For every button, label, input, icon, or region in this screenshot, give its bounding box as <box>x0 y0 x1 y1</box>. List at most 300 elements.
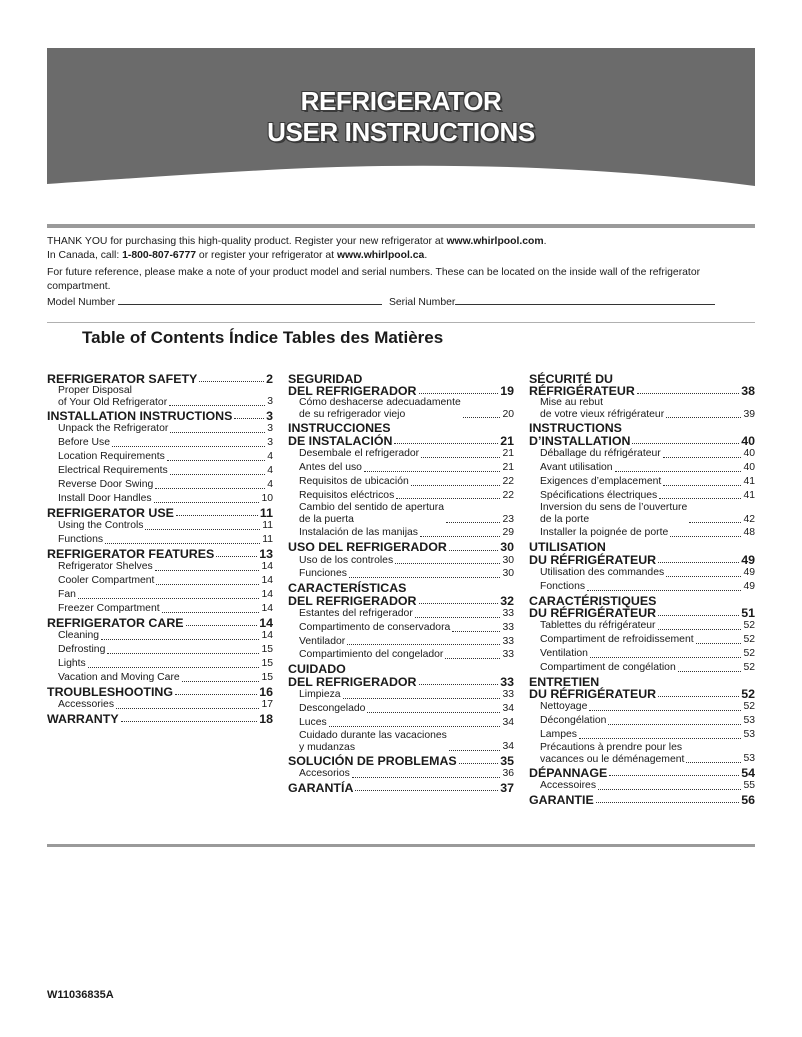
toc-page-number: 52 <box>743 701 755 712</box>
toc-subentry <box>529 447 755 461</box>
dot-leader <box>355 790 498 791</box>
dot-leader <box>632 443 739 444</box>
model-number-line <box>118 295 382 305</box>
toc-page-number: 3 <box>267 396 273 408</box>
dot-leader <box>116 708 259 709</box>
toc-section-entry <box>47 410 273 422</box>
toc-subentry <box>47 464 273 478</box>
toc-page-number: 53 <box>743 728 755 740</box>
serial-number-label: Serial Number <box>388 297 456 308</box>
dot-leader <box>349 577 500 578</box>
banner-title: REFRIGERATOR USER INSTRUCTIONS <box>267 86 535 147</box>
toc-section-entry <box>47 373 273 385</box>
dot-leader <box>449 550 498 551</box>
toc-page-number: 34 <box>502 716 514 728</box>
toc-entry-title: Mise au rebut de votre vieux réfrigérateur <box>540 397 665 421</box>
toc-subentry <box>47 588 273 602</box>
toc-subentry <box>529 580 755 594</box>
toc-page-number: 42 <box>743 513 755 525</box>
dot-leader <box>598 789 741 790</box>
toc-column-english <box>47 372 273 725</box>
toc-page-number: 4 <box>267 465 273 477</box>
toc-entry-title: Accessories <box>58 698 115 710</box>
toc-page-number: 52 <box>743 619 755 631</box>
toc-subentry <box>288 554 514 568</box>
dot-leader <box>658 562 739 563</box>
dot-leader <box>637 393 739 394</box>
toc-section-entry <box>288 755 514 767</box>
toc-page-number: 33 <box>502 607 514 619</box>
toc-subentry <box>529 742 755 766</box>
dot-leader <box>175 694 257 695</box>
toc-entry-title: Cleaning <box>58 629 100 641</box>
toc-entry-title: Antes del uso <box>299 461 362 473</box>
toc-page-number: 52 <box>743 661 755 673</box>
dot-leader <box>182 681 260 682</box>
toc-page-number: 11 <box>262 520 273 532</box>
dot-leader <box>155 570 260 571</box>
number-fields <box>47 295 759 310</box>
dot-leader <box>608 724 741 725</box>
dot-leader <box>347 644 500 645</box>
toc-page-number: 51 <box>741 605 755 620</box>
toc-page-number: 40 <box>743 447 755 459</box>
dot-leader <box>463 417 501 418</box>
dot-leader <box>162 612 260 613</box>
toc-page-number: 3 <box>267 437 273 449</box>
toc-subentry <box>288 716 514 730</box>
toc-page-number: 19 <box>500 384 514 399</box>
toc-entry-title: Desembale el refrigerador <box>299 447 420 459</box>
toc-subentry <box>288 447 514 461</box>
toc-page-number: 39 <box>743 408 755 420</box>
toc-subentry <box>47 643 273 657</box>
toc-page-number: 33 <box>502 688 514 700</box>
toc-section-entry <box>288 663 514 687</box>
toc-page-number: 3 <box>267 423 273 435</box>
toc-column-spanish <box>288 372 514 794</box>
toc-page-number: 30 <box>502 568 514 580</box>
toc-section-entry <box>529 422 755 446</box>
toc-entry-title: Compartiment de refroidissement <box>540 633 694 645</box>
toc-entry-title: Accesorios <box>299 767 350 779</box>
toc-subentry <box>47 698 273 712</box>
dot-leader <box>420 536 500 537</box>
canada-line: In Canada, call: 1-800-807-6777 or register your refrigerator at www.whirlpool.ca. <box>47 250 428 261</box>
toc-subentry <box>288 688 514 702</box>
toc-section-entry <box>529 676 755 700</box>
dot-leader <box>663 457 742 458</box>
toc-subentry <box>47 519 273 533</box>
toc-page-number: 4 <box>267 479 273 491</box>
dot-leader <box>367 712 500 713</box>
toc-page-number: 40 <box>741 433 755 448</box>
toc-section-entry <box>529 794 755 806</box>
toc-section-entry <box>47 686 273 698</box>
dot-leader <box>186 625 258 626</box>
toc-page-number: 15 <box>261 657 273 669</box>
toc-entry-title: Précautions à prendre pour les vacances ou le déménagement <box>540 741 685 765</box>
toc-entry-title: Cooler Compartment <box>58 574 155 586</box>
dot-leader <box>176 515 258 516</box>
dot-leader <box>596 802 739 803</box>
toc-section-entry <box>288 782 514 794</box>
title-banner <box>47 48 755 198</box>
toc-entry-title: Cómo deshacerse adecuadamente de su refrigerador viejo <box>299 397 461 421</box>
toc-entry-title: Requisitos eléctricos <box>299 489 395 501</box>
toc-subentry <box>529 526 755 540</box>
toc-subentry <box>47 450 273 464</box>
toc-page-number: 21 <box>500 433 514 448</box>
toc-entry-title: Spécifications électriques <box>540 489 658 501</box>
toc-page-number: 36 <box>502 767 514 779</box>
dot-leader <box>121 721 258 722</box>
toc-subentry <box>529 566 755 580</box>
toc-page-number: 15 <box>261 643 273 655</box>
toc-page-number: 18 <box>259 711 273 726</box>
toc-page-number: 30 <box>502 554 514 566</box>
dot-leader <box>459 763 499 764</box>
dot-leader <box>446 522 500 523</box>
dot-leader <box>234 418 264 419</box>
toc-page-number: 13 <box>259 546 273 561</box>
dot-leader <box>396 498 500 499</box>
dot-leader <box>170 432 265 433</box>
toc-page-number: 23 <box>502 513 514 525</box>
toc-entry-title: Using the Controls <box>58 520 144 532</box>
toc-page-number: 2 <box>266 372 273 386</box>
toc-page-number: 14 <box>259 615 273 630</box>
toc-page-number: 37 <box>500 780 514 795</box>
toc-subentry <box>47 436 273 450</box>
toc-subentry <box>47 671 273 685</box>
toc-subentry <box>529 502 755 526</box>
toc-subentry <box>288 397 514 421</box>
toc-page-number: 41 <box>743 489 755 501</box>
toc-entry-title: Defrosting <box>58 643 106 655</box>
toc-page-number: 49 <box>741 552 755 567</box>
toc-entry-title: INSTRUCTIONS D’INSTALLATION <box>529 421 631 448</box>
dot-leader <box>689 522 741 523</box>
toc-page-number: 15 <box>261 671 273 683</box>
dot-leader <box>155 488 265 489</box>
toc-section-entry <box>47 713 273 725</box>
toc-entry-title: Compartimiento del congelador <box>299 649 444 661</box>
toc-subentry <box>47 657 273 671</box>
dot-leader <box>415 617 501 618</box>
footer-divider <box>47 844 755 847</box>
toc-page-number: 48 <box>743 527 755 539</box>
toc-section-entry <box>529 373 755 397</box>
canada-phone: 1-800-807-6777 <box>122 250 197 261</box>
dot-leader <box>663 485 741 486</box>
toc-subentry <box>529 633 755 647</box>
toc-entry-title: Funciones <box>299 568 347 580</box>
toc-subentry <box>529 661 755 675</box>
toc-entry-title: USO DEL REFRIGERADOR <box>288 540 447 555</box>
toc-subentry <box>288 475 514 489</box>
toc-subentry <box>529 647 755 661</box>
toc-subentry <box>288 489 514 503</box>
dot-leader <box>199 381 264 382</box>
toc-entry-title: Compartimento de conservadora <box>299 621 451 633</box>
toc-subentry <box>47 574 273 588</box>
dot-leader <box>105 543 260 544</box>
toc-entry-title: Ventilador <box>299 635 346 647</box>
toc-page-number: 41 <box>743 475 755 487</box>
dot-leader <box>88 667 260 668</box>
toc-entry-title: Accessoires <box>540 779 597 791</box>
toc-page-number: 29 <box>502 527 514 539</box>
dot-leader <box>216 556 257 557</box>
website-us: www.whirlpool.com <box>446 236 544 247</box>
toc-entry-title: Décongélation <box>540 714 607 726</box>
toc-entry-title: INSTALLATION INSTRUCTIONS <box>47 409 233 424</box>
toc-entry-title: WARRANTY <box>47 711 119 726</box>
toc-subentry <box>529 700 755 714</box>
dot-leader <box>395 563 500 564</box>
toc-subentry <box>529 489 755 503</box>
dot-leader <box>658 696 739 697</box>
toc-subentry <box>529 475 755 489</box>
intro-section <box>47 235 759 310</box>
toc-page-number: 54 <box>741 765 755 780</box>
toc-subentry <box>288 502 514 526</box>
toc-entry-title: CARACTERÍSTICAS DEL REFRIGERADOR <box>288 581 417 608</box>
toc-entry-title: Compartiment de congélation <box>540 661 676 673</box>
toc-entry-title: Functions <box>58 533 104 545</box>
dot-leader <box>615 471 742 472</box>
dot-leader <box>419 393 499 394</box>
toc-page-number: 33 <box>502 635 514 647</box>
dot-leader <box>170 474 265 475</box>
toc-entry-title: Unpack the Refrigerator <box>58 423 169 435</box>
toc-entry-title: Fan <box>58 588 76 600</box>
toc-entry-title: CARACTÉRISTIQUES DU RÉFRIGÉRATEUR <box>529 593 657 620</box>
document-id: W11036835A <box>47 989 114 1001</box>
toc-page-number: 14 <box>261 574 273 586</box>
dot-leader <box>343 698 501 699</box>
toc-page-number: 38 <box>741 384 755 399</box>
website-ca: www.whirlpool.ca <box>336 250 425 261</box>
toc-entry-title: Cuidado durante las vacaciones y mudanzas <box>299 729 447 753</box>
toc-entry-title: Refrigerator Shelves <box>58 561 153 573</box>
toc-subentry <box>288 648 514 662</box>
toc-page-number: 40 <box>743 461 755 473</box>
toc-page-number: 49 <box>743 566 755 578</box>
dot-leader <box>101 639 259 640</box>
dot-leader <box>145 529 260 530</box>
toc-section-entry <box>288 422 514 446</box>
toc-entry-title: Location Requirements <box>58 451 165 463</box>
toc-page-number: 32 <box>500 593 514 608</box>
toc-subentry <box>529 461 755 475</box>
dot-leader <box>666 417 741 418</box>
serial-number-line <box>455 295 715 305</box>
dot-leader <box>154 502 260 503</box>
toc-subentry <box>529 728 755 742</box>
toc-page-number: 22 <box>502 475 514 487</box>
toc-subentry <box>529 714 755 728</box>
toc-page-number: 53 <box>743 752 755 764</box>
toc-subentry <box>288 567 514 581</box>
toc-entry-title: GARANTIE <box>529 792 594 807</box>
toc-subentry <box>47 422 273 436</box>
dot-leader <box>659 498 741 499</box>
toc-page-number: 52 <box>741 686 755 701</box>
toc-entry-title: Vacation and Moving Care <box>58 671 180 683</box>
dot-leader <box>658 615 739 616</box>
toc-entry-title: SÉCURITÉ DU RÉFRIGÉRATEUR <box>529 372 635 399</box>
toc-subentry <box>47 560 273 574</box>
toc-entry-title: Inversion du sens de l’ouverture de la porte <box>540 502 688 526</box>
toc-page-number: 33 <box>502 621 514 633</box>
toc-entry-title: TROUBLESHOOTING <box>47 684 173 699</box>
toc-page-number: 49 <box>743 580 755 592</box>
toc-page-number: 53 <box>743 714 755 726</box>
toc-page-number: 14 <box>261 561 273 573</box>
dot-leader <box>156 584 259 585</box>
dot-leader <box>394 443 498 444</box>
dot-leader <box>666 576 741 577</box>
toc-page-number: 16 <box>259 684 273 699</box>
dot-leader <box>421 457 500 458</box>
dot-leader <box>658 629 742 630</box>
toc-subentry <box>288 702 514 716</box>
toc-subentry <box>47 602 273 616</box>
dot-leader <box>167 460 265 461</box>
toc-page-number: 35 <box>500 753 514 768</box>
toc-section-entry <box>529 595 755 619</box>
toc-subentry <box>288 635 514 649</box>
dot-leader <box>419 603 499 604</box>
dot-leader <box>112 446 265 447</box>
toc-entry-title: Tablettes du réfrigérateur <box>540 619 656 631</box>
toc-entry-title: Exigences d’emplacement <box>540 475 662 487</box>
toc-page-number: 11 <box>262 533 273 545</box>
toc-page-number: 14 <box>261 602 273 614</box>
toc-entry-title: Install Door Handles <box>58 492 152 504</box>
toc-page-number: 3 <box>266 409 273 424</box>
toc-entry-title: Installer la poignée de porte <box>540 527 669 539</box>
thank-you-line: THANK YOU for purchasing this high-quality product. Register your new refrigerator at www.whirlpool.com. <box>47 236 547 247</box>
toc-page-number: 52 <box>743 633 755 645</box>
toc-column-french <box>529 372 755 806</box>
toc-subentry <box>529 779 755 793</box>
dot-leader <box>419 684 499 685</box>
toc-entry-title: Uso de los controles <box>299 554 394 566</box>
dot-leader <box>589 710 741 711</box>
toc-subentry <box>47 533 273 547</box>
dot-leader <box>411 485 501 486</box>
model-number-label: Model Number <box>47 297 116 308</box>
toc-entry-title: Fonctions <box>540 580 586 592</box>
header-divider <box>47 224 755 228</box>
toc-entry-title: Limpieza <box>299 688 341 700</box>
dot-leader <box>587 590 741 591</box>
toc-subentry <box>529 397 755 421</box>
toc-page-number: 22 <box>502 489 514 501</box>
toc-subentry <box>288 767 514 781</box>
toc-entry-title: Reverse Door Swing <box>58 479 154 491</box>
dot-leader <box>449 750 501 751</box>
toc-section-entry <box>47 507 273 519</box>
toc-entry-title: REFRIGERATOR SAFETY <box>47 372 198 386</box>
dot-leader <box>78 598 260 599</box>
toc-entry-title: REFRIGERATOR CARE <box>47 615 184 630</box>
toc-entry-title: REFRIGERATOR FEATURES <box>47 546 215 561</box>
dot-leader <box>678 671 742 672</box>
toc-page-number: 34 <box>502 740 514 752</box>
toc-page-number: 52 <box>743 647 755 659</box>
dot-leader <box>670 536 741 537</box>
toc-entry-title: Instalación de las manijas <box>299 527 418 539</box>
dot-leader <box>590 657 741 658</box>
dot-leader <box>352 777 501 778</box>
toc-entry-title: Freezer Compartment <box>58 602 160 614</box>
toc-page-number: 20 <box>502 408 514 420</box>
toc-subentry <box>288 526 514 540</box>
toc-entry-title: Electrical Requirements <box>58 465 168 477</box>
toc-section-entry <box>47 617 273 629</box>
dot-leader <box>609 775 739 776</box>
dot-leader <box>452 631 500 632</box>
toc-page-number: 55 <box>743 779 755 791</box>
toc-section-entry <box>529 767 755 779</box>
toc-entry-title: Utilisation des commandes <box>540 566 665 578</box>
dot-leader <box>364 471 500 472</box>
intro-divider <box>47 322 755 323</box>
dot-leader <box>579 738 741 739</box>
toc-entry-title: SOLUCIÓN DE PROBLEMAS <box>288 753 457 768</box>
dot-leader <box>686 762 741 763</box>
toc-entry-title: ENTRETIEN DU RÉFRIGÉRATEUR <box>529 674 657 701</box>
toc-section-entry <box>288 582 514 606</box>
toc-subentry <box>288 621 514 635</box>
toc-subentry <box>288 607 514 621</box>
toc-section-entry <box>288 541 514 553</box>
toc-entry-title: Nettoyage <box>540 701 588 712</box>
toc-entry-title: Requisitos de ubicación <box>299 475 409 487</box>
toc-page-number: 34 <box>502 702 514 714</box>
toc-section-entry <box>529 541 755 565</box>
toc-entry-title: GARANTÍA <box>288 780 354 795</box>
toc-section-entry <box>47 548 273 560</box>
toc-entry-title: Lights <box>58 657 86 669</box>
toc-entry-title: REFRIGERATOR USE <box>47 505 174 520</box>
toc-entry-title: Avant utilisation <box>540 461 613 473</box>
toc-entry-title: Lampes <box>540 728 577 740</box>
toc-page-number: 33 <box>500 674 514 689</box>
toc-entry-title: Ventilation <box>540 647 588 659</box>
reference-note: For future reference, please make a note of your product model and serial numbers. These can be located on the inside wall of the refrigerator compartment. <box>47 267 701 292</box>
toc-entry-title: Estantes del refrigerador <box>299 607 413 619</box>
toc-entry-title: Luces <box>299 716 327 728</box>
toc-entry-title: SEGURIDAD DEL REFRIGERADOR <box>288 372 417 399</box>
dot-leader <box>329 726 501 727</box>
toc-subentry <box>288 730 514 754</box>
toc-subentry <box>47 478 273 492</box>
toc-subentry <box>47 629 273 643</box>
toc-subentry <box>47 385 273 409</box>
toc-entry-title: Descongelado <box>299 702 366 714</box>
dot-leader <box>107 653 259 654</box>
toc-entry-title: CUIDADO DEL REFRIGERADOR <box>288 662 417 689</box>
toc-page-number: 10 <box>261 492 273 504</box>
toc-page-number: 21 <box>502 447 514 459</box>
toc-entry-title: UTILISATION DU RÉFRIGÉRATEUR <box>529 540 657 567</box>
toc-entry-title: Cambio del sentido de apertura de la puerta <box>299 502 444 526</box>
